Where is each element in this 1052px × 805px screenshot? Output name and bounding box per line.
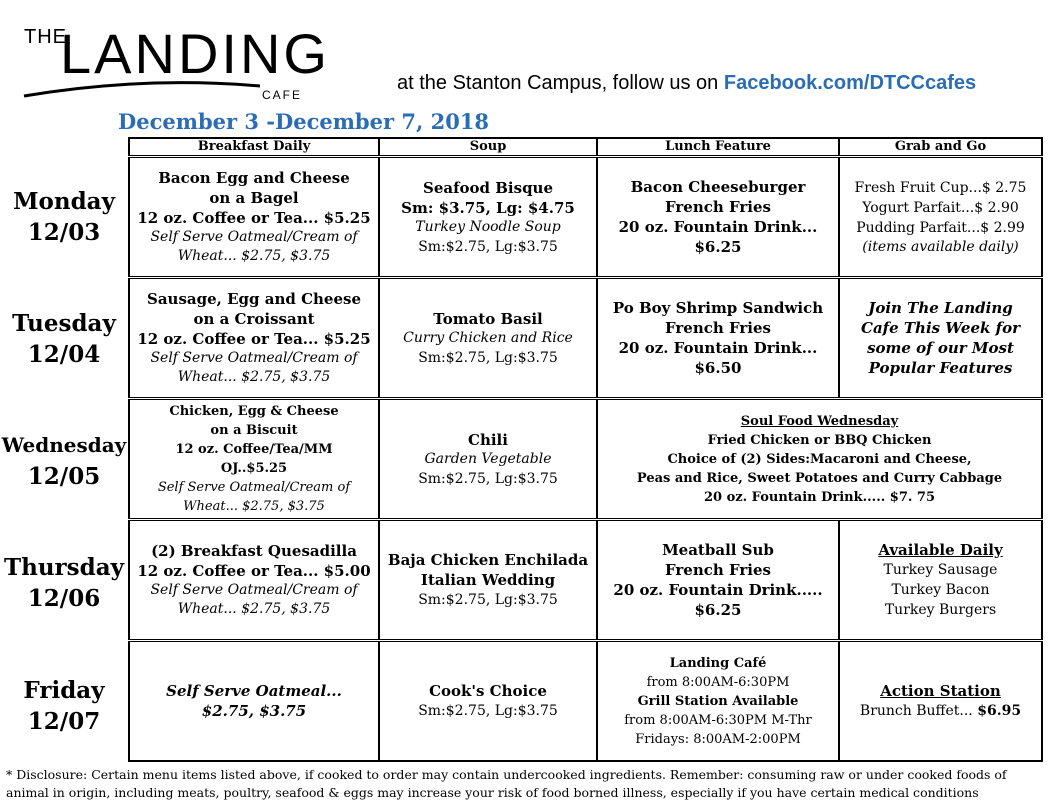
- menu-item-title: Bacon Cheeseburger: [630, 178, 806, 196]
- table-row-wednesday: [129, 399, 1042, 520]
- special-title: Soul Food Wednesday: [740, 413, 899, 429]
- cell-special: [597, 399, 1042, 520]
- menu-item-title: (2) Breakfast Quesadilla: [151, 542, 357, 560]
- menu-item-price: OJ..$5.25: [220, 461, 288, 476]
- menu-item-note: Self Serve Oatmeal/Cream of: [150, 229, 358, 245]
- cell-lunch: [597, 641, 839, 762]
- menu-item-title: 20 oz. Fountain Drink...: [618, 339, 818, 357]
- menu-item-title: Meatball Sub: [662, 541, 774, 559]
- day-name: Thursday: [4, 554, 124, 581]
- cell-soup: [379, 641, 597, 762]
- menu-item-title: Pudding Parfait...$ 2.99: [856, 219, 1025, 236]
- table-header-row: [129, 138, 1042, 157]
- logo-swoosh-icon: [22, 74, 262, 104]
- menu-item-price: Sm:$2.75, Lg:$3.75: [418, 592, 558, 608]
- menu-item-title: Tomato Basil: [433, 309, 543, 328]
- cell-breakfast: [129, 641, 379, 762]
- menu-item-title: Sausage, Egg and Cheese: [147, 290, 361, 308]
- day-label-thursday: [0, 552, 128, 614]
- disclosure-text: * Disclosure: Certain menu items listed above, if cooked to order may contain undercooked ingredients. Remember: consuming raw or under cooked foods of animal in origin, including meats, poultry, seafood & eggs may increase your risk of food borned illness, especially if you have certain medical conditions: [6, 767, 1007, 800]
- menu-item-title: French Fries: [665, 319, 771, 337]
- cell-grab: [839, 520, 1042, 641]
- menu-item-title: on a Bagel: [209, 189, 299, 207]
- day-name: Friday: [23, 677, 105, 704]
- menu-item-title: Cook's Choice: [429, 682, 547, 700]
- menu-item-price: Sm: $3.75, Lg: $4.75: [401, 198, 575, 217]
- menu-item-price: $2.75, $3.75: [201, 702, 307, 720]
- hours-text: from 8:00AM-6:30PM: [646, 674, 790, 690]
- menu-item-note: Wheat... $2.75, $3.75: [177, 601, 331, 617]
- menu-item-title: 20 oz. Fountain Drink.....: [613, 581, 823, 599]
- menu-item-title: Choice of (2) Sides:Macaroni and Cheese,: [667, 451, 972, 467]
- cell-soup: [379, 520, 597, 641]
- hours-text: Fridays: 8:00AM-2:00PM: [635, 731, 801, 747]
- tagline-text: at the Stanton Campus, follow us on: [397, 72, 724, 94]
- column-header-breakfast: Breakfast Daily: [129, 138, 379, 157]
- cell-breakfast: [129, 157, 379, 278]
- column-header-grab: Grab and Go: [839, 138, 1042, 157]
- section-title: Action Station: [880, 682, 1001, 700]
- promo-text: some of our Most: [867, 339, 1014, 357]
- table-row-friday: [129, 641, 1042, 762]
- cell-soup: [379, 278, 597, 399]
- menu-item-title: French Fries: [665, 198, 771, 216]
- menu-item-line: [844, 701, 1037, 721]
- promo-text: Cafe This Week for: [861, 319, 1020, 337]
- promo-text: Popular Features: [868, 359, 1013, 377]
- menu-item-title: Seafood Bisque: [422, 178, 554, 197]
- day-date: 12/04: [27, 341, 101, 368]
- logo-cafe: CAFE: [262, 88, 303, 102]
- menu-item-note: (items available daily): [862, 238, 1019, 255]
- menu-item-title: on a Croissant: [193, 310, 315, 328]
- cell-breakfast: [129, 278, 379, 399]
- menu-item-title: French Fries: [665, 561, 771, 579]
- menu-item-title: Garden Vegetable: [424, 450, 552, 467]
- menu-item-title: Landing Café: [669, 655, 767, 671]
- menu-item-title: Fried Chicken or BBQ Chicken: [707, 432, 932, 448]
- menu-item-title: Fresh Fruit Cup...$ 2.75: [854, 179, 1027, 196]
- cell-soup: [379, 157, 597, 278]
- menu-table: [128, 137, 1043, 762]
- cell-lunch: [597, 278, 839, 399]
- promo-text: Join The Landing: [868, 299, 1013, 317]
- menu-item-price: Sm:$2.75, Lg:$3.75: [418, 470, 558, 487]
- menu-item-title: Chicken, Egg & Cheese: [169, 404, 339, 419]
- day-name: Tuesday: [12, 310, 116, 337]
- menu-item-price: 12 oz. Coffee or Tea... $5.25: [137, 330, 371, 348]
- menu-item-note: Self Serve Oatmeal/Cream of: [150, 582, 358, 598]
- menu-item-note: Self Serve Oatmeal/Cream of: [157, 480, 351, 495]
- menu-item-title: Baja Chicken Enchilada: [387, 551, 589, 569]
- menu-item-price: $6.50: [694, 359, 742, 377]
- menu-item-title: Turkey Bacon: [891, 582, 990, 598]
- menu-item-title: on a Biscuit: [210, 423, 298, 438]
- menu-item-title: Curry Chicken and Rice: [403, 329, 573, 346]
- date-range: December 3 -December 7, 2018: [118, 109, 490, 134]
- hours-text: from 8:00AM-6:30PM M-Thr: [624, 712, 812, 728]
- day-date: 12/05: [27, 463, 101, 490]
- menu-item-title: Italian Wedding: [420, 571, 556, 589]
- menu-item-note: Self Serve Oatmeal/Cream of: [150, 350, 358, 366]
- menu-item-title: Chili: [468, 430, 508, 449]
- cell-grab: [839, 641, 1042, 762]
- menu-item-title: Yogurt Parfait...$ 2.90: [862, 199, 1019, 216]
- menu-item-note: Wheat... $2.75, $3.75: [183, 499, 325, 514]
- facebook-link[interactable]: Facebook.com/DTCCcafes: [723, 72, 977, 94]
- menu-item-note: Wheat... $2.75, $3.75: [177, 248, 331, 264]
- day-name: Monday: [13, 188, 115, 215]
- tagline: [397, 72, 976, 95]
- cell-grab: [839, 157, 1042, 278]
- menu-item-title: Grill Station Available: [637, 693, 799, 709]
- table-row-tuesday: [129, 278, 1042, 399]
- cell-grab: [839, 278, 1042, 399]
- menu-item-note: Wheat... $2.75, $3.75: [177, 369, 331, 385]
- day-date: 12/07: [27, 708, 101, 735]
- menu-item-title: Peas and Rice, Sweet Potatoes and Curry Cabbage: [636, 470, 1003, 486]
- menu-item-title: Turkey Sausage: [883, 562, 998, 578]
- menu-item-price: 20 oz. Fountain Drink..... $7. 75: [703, 489, 936, 505]
- cell-breakfast: [129, 520, 379, 641]
- day-name: Wednesday: [1, 433, 127, 457]
- menu-item-title: Turkey Noodle Soup: [415, 218, 561, 235]
- menu-item-title: 12 oz. Coffee/Tea/MM: [175, 442, 333, 457]
- cell-breakfast: [129, 399, 379, 520]
- day-label-tuesday: [0, 308, 128, 370]
- menu-item-price: 12 oz. Coffee or Tea... $5.25: [137, 209, 371, 227]
- menu-item-price: Sm:$2.75, Lg:$3.75: [418, 238, 558, 255]
- cell-lunch: [597, 520, 839, 641]
- menu-item-price: $6.25: [694, 601, 742, 619]
- logo-landing: LANDING: [60, 22, 330, 85]
- day-label-friday: [0, 675, 128, 737]
- landing-cafe-logo: [22, 22, 330, 102]
- menu-item-title: Bacon Egg and Cheese: [158, 169, 350, 187]
- column-header-soup: Soup: [379, 138, 597, 157]
- menu-item-title: Self Serve Oatmeal...: [166, 682, 342, 700]
- cell-lunch: [597, 157, 839, 278]
- logo-the: THE: [24, 26, 67, 48]
- day-label-wednesday: [0, 430, 128, 492]
- menu-item-price: 12 oz. Coffee or Tea... $5.00: [137, 562, 371, 580]
- cell-soup: [379, 399, 597, 520]
- section-title: Available Daily: [878, 541, 1003, 559]
- menu-item-price: Sm:$2.75, Lg:$3.75: [418, 349, 558, 366]
- menu-item-title: 20 oz. Fountain Drink...: [618, 218, 818, 236]
- menu-item-price: Sm:$2.75, Lg:$3.75: [418, 703, 558, 719]
- table-row-monday: [129, 157, 1042, 278]
- menu-item-price: $6.25: [694, 238, 742, 256]
- table-row-thursday: [129, 520, 1042, 641]
- column-header-lunch: Lunch Feature: [597, 138, 839, 157]
- menu-item-price: $6.95: [977, 703, 1022, 719]
- menu-item-title: Turkey Burgers: [884, 602, 997, 618]
- menu-item-title: Po Boy Shrimp Sandwich: [612, 299, 824, 317]
- day-date: 12/03: [27, 219, 101, 246]
- day-label-monday: [0, 186, 128, 248]
- menu-item-title: Brunch Buffet...: [859, 703, 978, 719]
- day-date: 12/06: [27, 585, 101, 612]
